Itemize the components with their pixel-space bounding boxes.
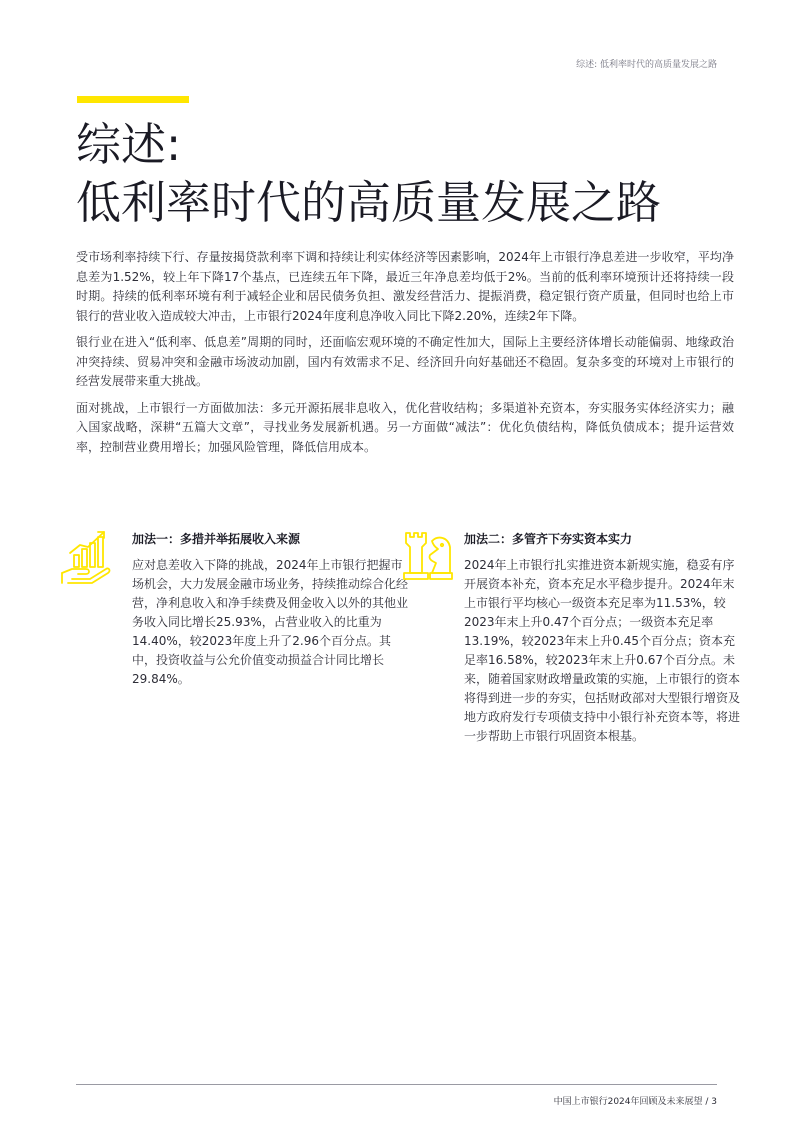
footer-page-label: 中国上市银行2024年回顾及未来展望 / 3 xyxy=(553,1097,717,1107)
chess-rook-knight-icon xyxy=(402,529,454,587)
column-body: 应对息差收入下降的挑战，2024年上市银行把握市场机会，大力发展金融市场业务，持续推动综合化经营，净利息收入和净手续费及佣金收入以外的其他业务收入同比增长25.93%，占营业收入的比重为14.40%，较2023年度上升了2.96个百分点。其中，投资收益与公允价值变动损益合计同比增长29.84%。 xyxy=(132,558,409,686)
page-title xyxy=(76,116,756,232)
running-header: 综述: 低利率时代的高质量发展之路 xyxy=(576,60,717,70)
column-heading: 加法一：多措并举拓展收入来源 xyxy=(132,532,301,546)
title-line-1: 综述: xyxy=(76,118,182,171)
growth-chart-hand-icon xyxy=(60,529,112,587)
column-heading: 加法二：多管齐下夯实资本实力 xyxy=(464,532,633,546)
intro-paragraph-2: 银行业在进入“低利率、低息差”周期的同时，还面临宏观环境的不确定性加大，国际上主要经济体增长动能偏弱、地缘政治冲突持续、贸易冲突和金融市场波动加剧，国内有效需求不足、经济回升向好基础还不稳固。复杂多变的环境对上市银行的经营发展带来重大挑战。 xyxy=(76,335,734,388)
intro-paragraph-3: 面对挑战，上市银行一方面做加法：多元开源拓展非息收入，优化营收结构；多渠道补充资本，夯实服务实体经济实力；融入国家战略，深耕“五篇大文章”，寻找业务发展新机遇。另一方面做“减法”：优化负债结构，降低负债成本；提升运营效率，控制营业费用增长；加强风险管理，降低信用成本。 xyxy=(76,400,734,454)
column-body: 2024年上市银行扎实推进资本新规实施，稳妥有序开展资本补充，资本充足水平稳步提升。2024年末上市银行平均核心一级资本充足率为11.53%，较2023年末上升0.47个百分点；一级资本充足率13.19%，较2023年末上升0.45个百分点；资本充足率16.58%，较2023年末上升0.67个百分点。未来，随着国家财政增量政策的实施，上市银行的资本将得到进一步的夯实，包括财政部对大型银行增资及地方政府发行专项债支持中小银行补充资本等，将进一步帮助上市银行巩固资本根基。 xyxy=(464,558,741,743)
accent-bar xyxy=(77,96,189,103)
column-addition-one xyxy=(132,531,412,689)
intro-section xyxy=(76,248,734,464)
title-line-2: 低利率时代的高质量发展之路 xyxy=(76,176,662,229)
intro-paragraph-1: 受市场利率持续下行、存量按揭贷款利率下调和持续让利实体经济等因素影响，2024年上市银行净息差进一步收窄，平均净息差为1.52%，较上年下降17个基点，已连续五年下降，最近三年净息差均低于2%。当前的低利率环境预计还将持续一段时期。持续的低利率环境有利于减轻企业和居民债务负担、激发经营活力、提振消费，稳定银行资产质量，但同时也给上市银行的营业收入造成较大冲击，上市银行2024年度利息净收入同比下降2.20%，连续2年下降。 xyxy=(76,250,734,323)
column-addition-two xyxy=(464,531,744,746)
footer-divider xyxy=(76,1084,717,1085)
